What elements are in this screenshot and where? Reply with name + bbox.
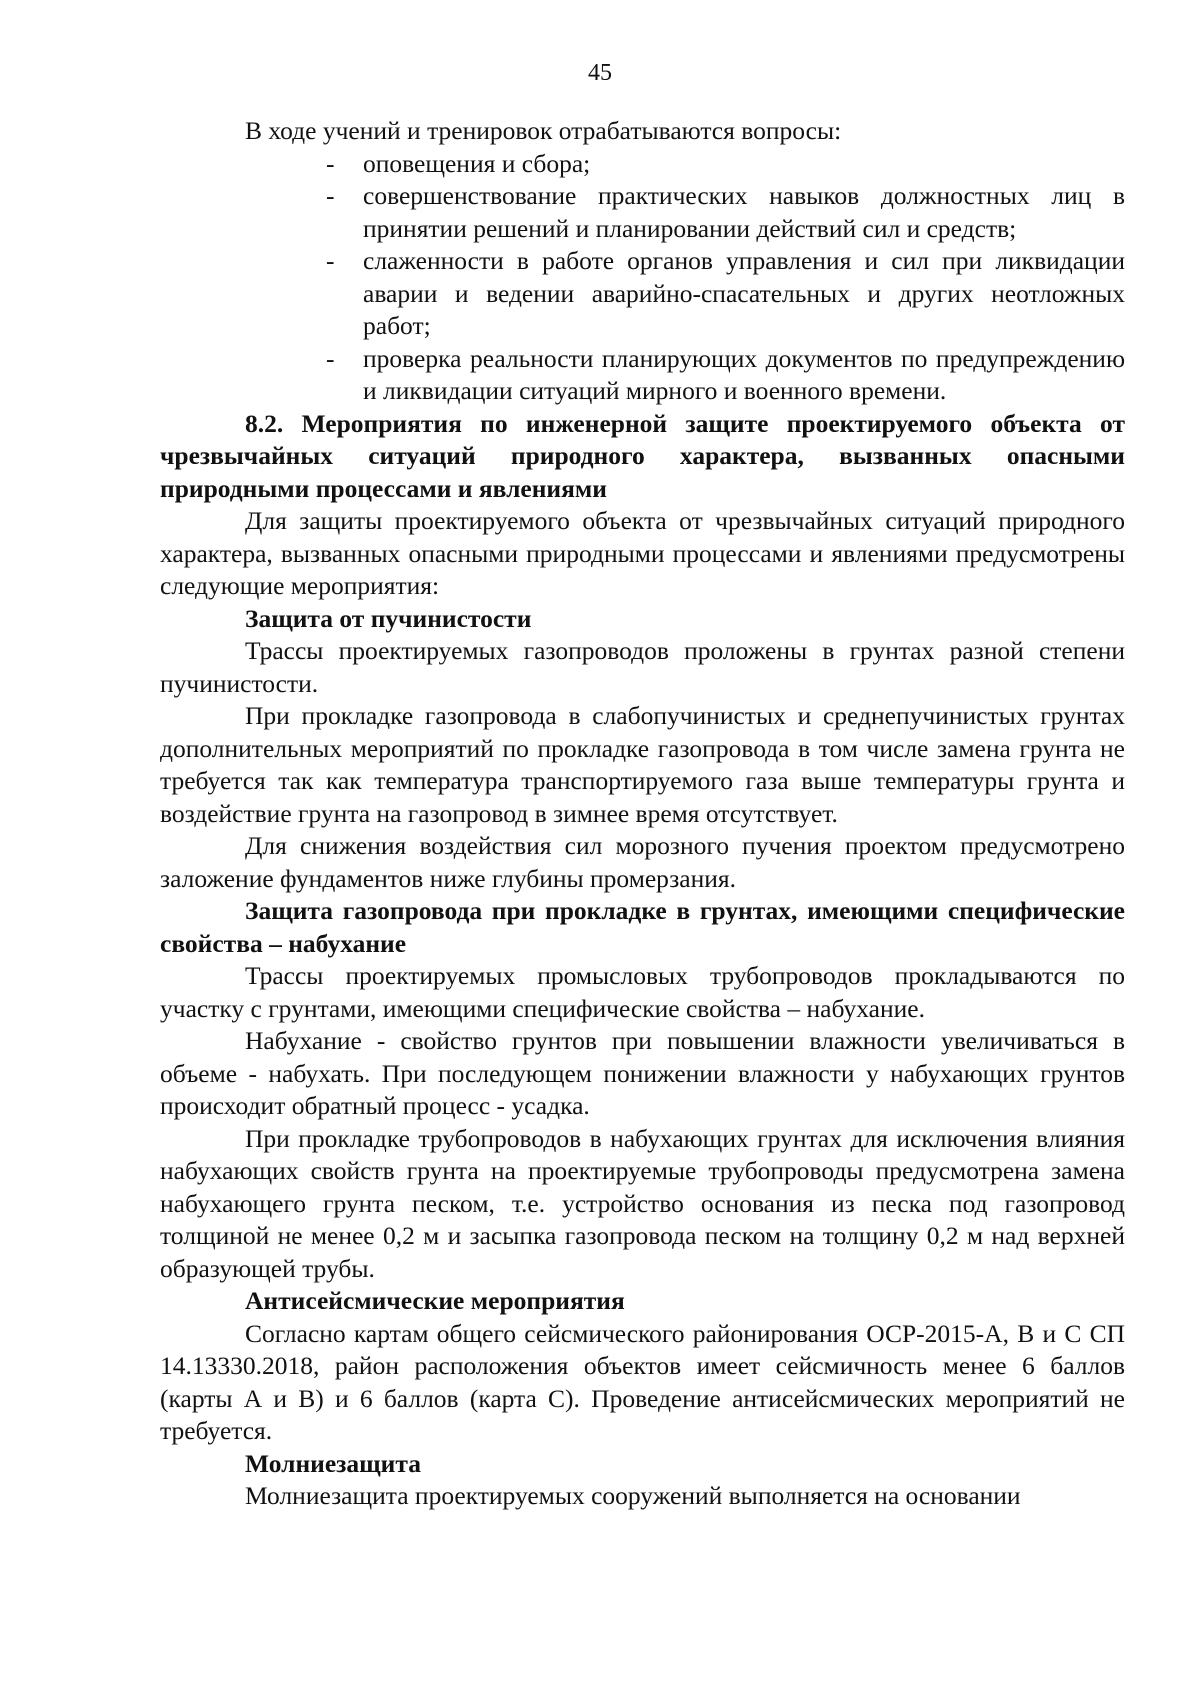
section-intro: Для защиты проектируемого объекта от чрезвычайных ситуаций природного характера, вызванных опасными природными процессами и явлениями предусмотрены следующие мероприятия: (160, 506, 1125, 600)
seismic-heading: Антисейсмические мероприятия (245, 1286, 625, 1315)
paragraph: Согласно картам общего сейсмического районирования ОСР-2015-А, В и С СП 14.13330.2018, район расположения объектов имеет сейсмичность менее 6 баллов (карты А и В) и 6 баллов (карта С). Проведение антисейсмических мероприятий не требуется. (160, 1318, 1125, 1445)
list-item: - совершенствование практических навыков должностных лиц в принятии решений и планировании действий сил и средств; (326, 181, 1125, 243)
list-dash: - (326, 343, 335, 373)
lightning-heading: Молниезащита (245, 1448, 421, 1478)
section-heading: 8.2. Мероприятия по инженерной защите проектируемого объекта от чрезвычайных ситуаций природного характера, вызванных опасными природными процессами и явлениями (160, 408, 1125, 503)
paragraph: При прокладке трубопроводов в набухающих грунтах для исключения влияния набухающих свойств грунта на проектируемые трубопроводы предусмотрена замена набухающего грунта песком, т.е. устройство основания из песка под газопровод толщиной не менее 0,2 м и засыпка газопровода песком на толщину 0,2 м над верхней образующей трубы. (160, 1123, 1125, 1283)
topics-list (160, 148, 1125, 408)
list-item: - проверка реальности планирующих документов по предупреждению и ликвидации ситуаций мирного и военного времени. (326, 343, 1125, 405)
paragraph: При прокладке газопровода в слабопучинистых и среднепучинистых грунтах дополнительных мероприятий по прокладке газопровода в том числе замена грунта не требуется так как температура транспортируемого газа выше температуры грунта и воздействие грунта на газопровод в зимнее время отсутствует. (160, 701, 1125, 828)
intro-line: В ходе учений и тренировок отрабатываются вопросы: (245, 116, 842, 145)
paragraph: Молниезащита проектируемых сооружений выполняется на основании (245, 1481, 1021, 1510)
frost-heading: Защита от пучинистости (245, 603, 532, 633)
list-item: - слаженности в работе органов управления и сил при ликвидации аварии и ведении аварийно-спасательных и других неотложных работ; (326, 246, 1125, 340)
page-content (160, 115, 1125, 1513)
paragraph: Для снижения воздействия сил морозного пучения проектом предусмотрено заложение фундаментов ниже глубины промерзания. (160, 831, 1125, 893)
list-dash: - (326, 181, 335, 210)
page-number: 45 (588, 60, 612, 86)
list-dash: - (326, 246, 335, 275)
list-item: - оповещения и сбора; (363, 148, 1125, 181)
list-dash: - (326, 148, 335, 178)
paragraph: Набухание - свойство грунтов при повышении влажности увеличиваться в объеме - набухать. При последующем понижении влажности у набухающих грунтов происходит обратный процесс - усадка. (160, 1026, 1125, 1120)
paragraph: Трассы проектируемых промысловых трубопроводов прокладываются по участку с грунтами, имеющими специфические свойства – набухание. (160, 961, 1125, 1023)
paragraph: Трассы проектируемых газопроводов проложены в грунтах разной степени пучинистости. (160, 636, 1125, 698)
swelling-heading: Защита газопровода при прокладке в грунтах, имеющими специфические свойства – набухание (160, 896, 1125, 958)
